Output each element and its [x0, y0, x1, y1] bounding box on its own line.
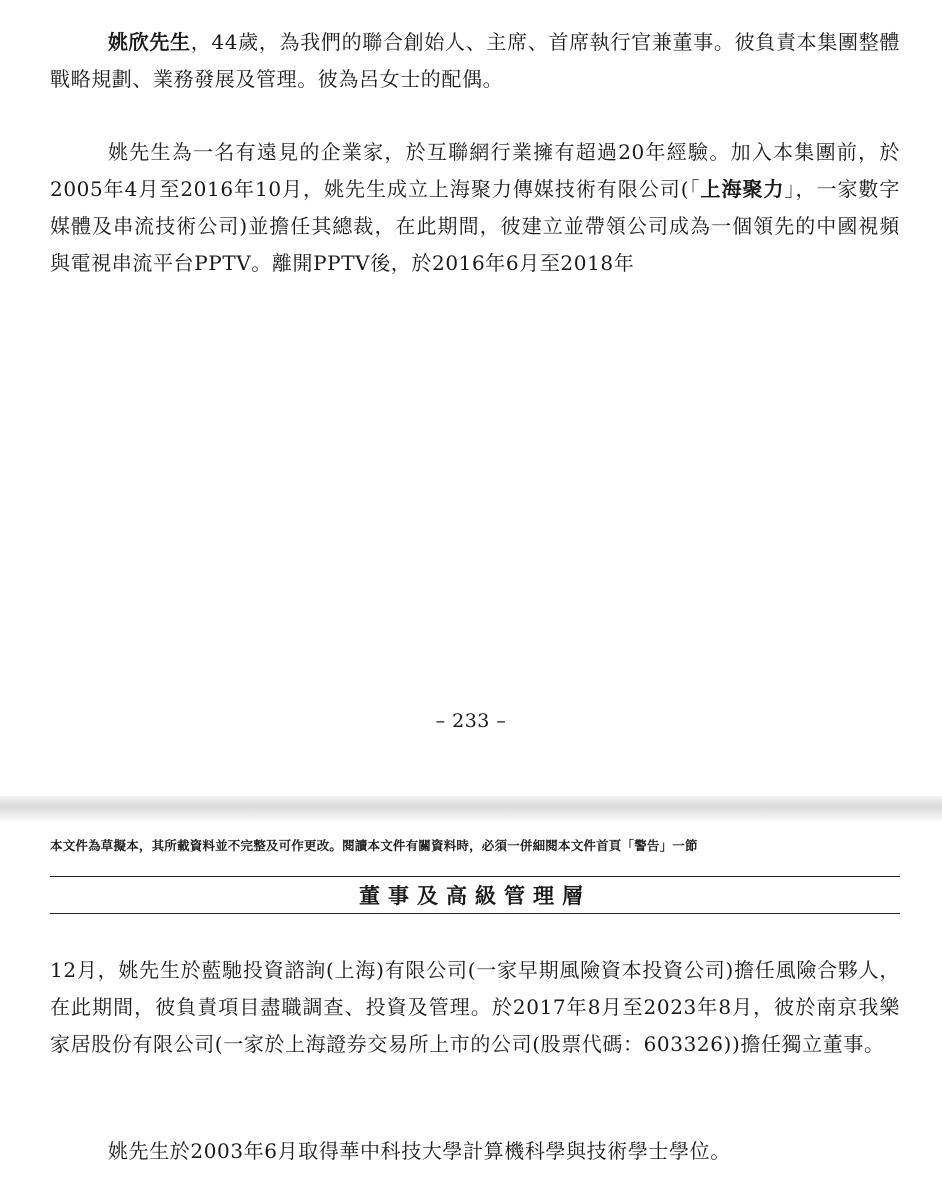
career-text-part2: 」，一家數字媒體及串流技術公司)並擔任其總裁，在此期間，彼建立並帶領公司成為一個領先的中國視頻與電視串流平台PPTV。離開PPTV後，於2016年6月至2018年 — [50, 177, 901, 275]
header-rule-top — [50, 876, 900, 877]
director-bio-paragraph-education: 姚先生於2003年6月取得華中科技大學計算機科學與技術學士學位。 — [108, 1139, 731, 1163]
section-title: 董事及高級管理層 — [359, 884, 591, 908]
director-bio-paragraph-intro — [50, 24, 900, 98]
header-rule-bottom — [50, 913, 900, 914]
page-separator — [0, 796, 942, 822]
page-number: – 233 – — [435, 710, 507, 732]
defined-term-shanghai-juli: 上海聚力 — [700, 177, 785, 201]
director-intro-text: ，44歲，為我們的聯合創始人、主席、首席執行官兼董事。彼負責本集團整體戰略規劃、業務發展及管理。彼為呂女士的配偶。 — [50, 30, 900, 91]
career-text-part1: 姚先生為一名有遠見的企業家，於互聯網行業擁有超過20年經驗。加入本集團前，於2005年4月至2016年10月，姚先生成立上海聚力傳媒技術有限公司(「 — [50, 140, 900, 201]
draft-disclaimer: 本文件為草擬本，其所載資料並不完整及可作更改。閱讀本文件有關資料時，必須一併細閱本文件首頁「警告」一節 — [50, 838, 698, 853]
director-bio-paragraph-continued: 12月，姚先生於藍馳投資諮詢(上海)有限公司(一家早期風險資本投資公司)擔任風險合夥人，在此期間，彼負責項目盡職調查、投資及管理。於2017年8月至2023年8月，彼於南京我樂家居股份有限公司(一家於上海證券交易所上市的公司(股票代碼：603326))擔任獨立董事。 — [50, 958, 900, 1056]
director-name: 姚欣先生 — [108, 30, 191, 54]
director-bio-paragraph-career — [50, 134, 900, 282]
